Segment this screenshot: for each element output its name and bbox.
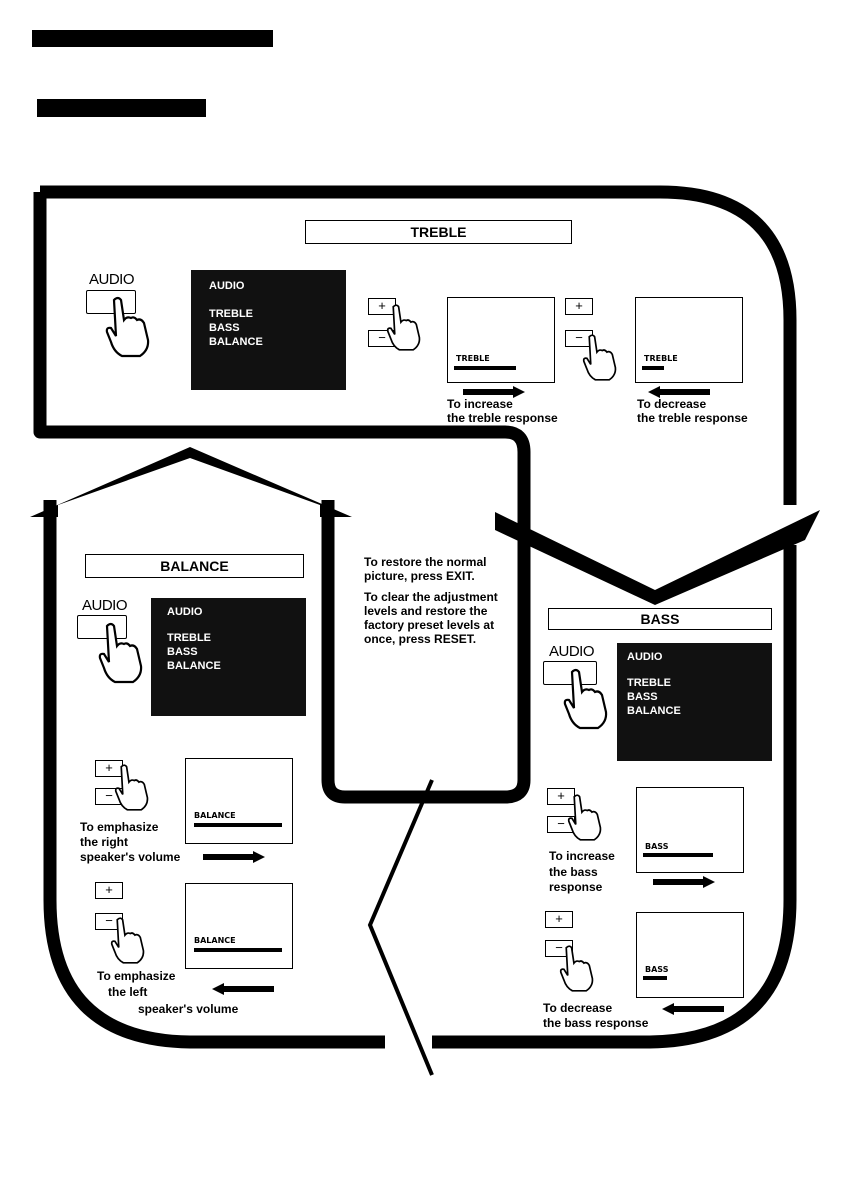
hand-pointer-icon xyxy=(384,300,424,355)
down-arrow-shape xyxy=(495,510,820,605)
treble-plus-button-2[interactable]: + xyxy=(565,298,593,315)
balance-right-caption-2: the right xyxy=(80,835,128,849)
arrow-left-icon xyxy=(662,1003,724,1015)
clear-note: To clear the adjustment levels and restore the factory preset levels at once, press RESET. xyxy=(364,590,498,646)
hand-pointer-icon xyxy=(102,296,154,358)
bass-decrease-caption-2: the bass response xyxy=(543,1016,649,1030)
balance-right-caption-3: speaker's volume xyxy=(80,850,181,864)
break-line xyxy=(370,780,432,1075)
treble-minus-button[interactable]: − xyxy=(368,330,396,347)
bass-decrease-caption-1: To decrease xyxy=(543,1001,613,1015)
hand-pointer-icon xyxy=(557,941,597,996)
balance-plus-button[interactable]: + xyxy=(95,760,123,777)
treble-minus-button-2[interactable]: − xyxy=(565,330,593,347)
balance-right-caption-1: To emphasize xyxy=(80,820,159,834)
hand-pointer-icon xyxy=(580,330,620,385)
bass-increase-caption-2: the bass xyxy=(549,865,598,879)
balance-left-screen: BALANCE xyxy=(185,883,293,969)
bass-increase-screen: BASS xyxy=(636,787,744,873)
bass-minus-button[interactable]: − xyxy=(547,816,575,833)
restore-note: To restore the normal picture, press EXIT. xyxy=(364,555,487,583)
bass-plus-button-2[interactable]: + xyxy=(545,911,573,928)
balance-osd-menu: AUDIO TREBLE BASS BALANCE xyxy=(151,598,306,716)
balance-plus-button-2[interactable]: + xyxy=(95,882,123,899)
bass-decrease-screen: BASS xyxy=(636,912,744,998)
treble-plus-button[interactable]: + xyxy=(368,298,396,315)
balance-minus-button[interactable]: − xyxy=(95,788,123,805)
hand-pointer-icon xyxy=(560,668,612,730)
bass-audio-label: AUDIO xyxy=(549,643,595,660)
treble-title: TREBLE xyxy=(305,220,572,244)
treble-decrease-caption-2: the treble response xyxy=(637,411,748,425)
bass-minus-button-2[interactable]: − xyxy=(545,940,573,957)
balance-audio-label: AUDIO xyxy=(82,597,128,614)
hand-pointer-icon xyxy=(108,913,148,968)
treble-decrease-screen: TREBLE xyxy=(635,297,743,383)
arrow-left-icon xyxy=(212,983,274,995)
treble-increase-caption-1: To increase xyxy=(447,397,513,411)
bass-title: BASS xyxy=(548,608,772,630)
hand-pointer-icon xyxy=(112,760,152,815)
treble-audio-label: AUDIO xyxy=(89,271,135,288)
treble-increase-screen: TREBLE xyxy=(447,297,555,383)
bass-plus-button[interactable]: + xyxy=(547,788,575,805)
hand-pointer-icon xyxy=(95,622,147,684)
hand-pointer-icon xyxy=(565,790,605,845)
up-arrow-shape xyxy=(30,447,352,517)
balance-right-screen: BALANCE xyxy=(185,758,293,844)
arrow-right-icon xyxy=(203,851,265,863)
treble-osd-menu: AUDIO TREBLE BASS BALANCE xyxy=(191,270,346,390)
treble-increase-caption-2: the treble response xyxy=(447,411,558,425)
bass-increase-caption-3: response xyxy=(549,880,603,894)
balance-left-caption-3: speaker's volume xyxy=(138,1002,239,1016)
balance-left-caption-1: To emphasize xyxy=(97,969,176,983)
balance-title: BALANCE xyxy=(85,554,304,578)
treble-decrease-caption-1: To decrease xyxy=(637,397,707,411)
bass-increase-caption-1: To increase xyxy=(549,849,615,863)
balance-left-caption-2: the left xyxy=(108,985,148,999)
balance-minus-button-2[interactable]: − xyxy=(95,913,123,930)
bass-osd-menu: AUDIO TREBLE BASS BALANCE xyxy=(617,643,772,761)
arrow-right-icon xyxy=(653,876,715,888)
